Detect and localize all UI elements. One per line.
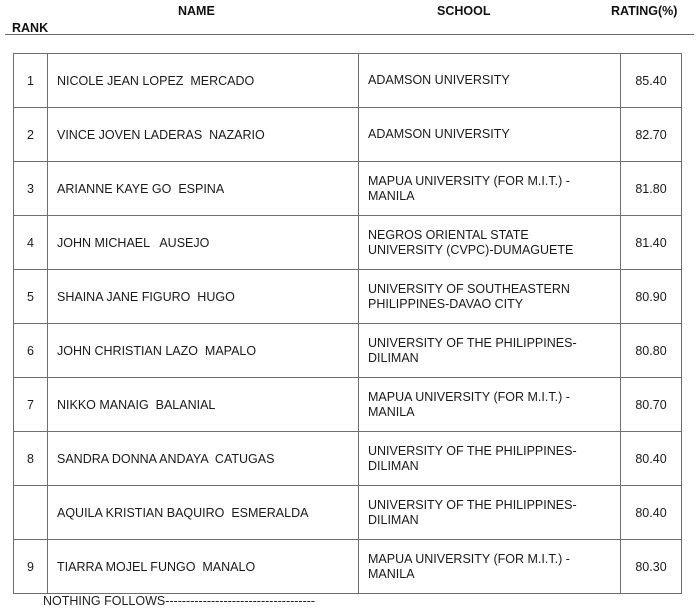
school-line: UNIVERSITY OF THE PHILIPPINES-	[368, 443, 577, 458]
name-cell: SANDRA DONNA ANDAYA CATUGAS	[48, 432, 359, 486]
school-line: MAPUA UNIVERSITY (FOR M.I.T.) -	[368, 389, 570, 404]
table-row	[14, 378, 682, 432]
table-row	[14, 432, 682, 486]
name-cell: VINCE JOVEN LADERAS NAZARIO	[48, 108, 359, 162]
school-cell	[359, 108, 621, 162]
name-cell: ARIANNE KAYE GO ESPINA	[48, 162, 359, 216]
table-row	[14, 108, 682, 162]
school-line: UNIVERSITY OF SOUTHEASTERN	[368, 281, 570, 296]
table-row	[14, 270, 682, 324]
results-table	[13, 53, 682, 594]
school-cell	[359, 324, 621, 378]
rating-cell: 85.40	[621, 54, 682, 108]
header-rule	[5, 34, 694, 35]
school-line: PHILIPPINES-DAVAO CITY	[368, 296, 524, 311]
school-line: DILIMAN	[368, 350, 419, 365]
rank-cell: 6	[14, 324, 48, 378]
column-header-rating: RATING(%)	[611, 4, 678, 18]
school-line: MANILA	[368, 566, 415, 581]
rating-cell: 80.80	[621, 324, 682, 378]
rating-cell: 80.90	[621, 270, 682, 324]
school-cell	[359, 378, 621, 432]
school-line: UNIVERSITY (CVPC)-DUMAGUETE	[368, 242, 574, 257]
rank-cell: 8	[14, 432, 48, 486]
rank-cell: 7	[14, 378, 48, 432]
rating-cell: 81.40	[621, 216, 682, 270]
school-line: ADAMSON UNIVERSITY	[368, 127, 510, 141]
table-row	[14, 162, 682, 216]
name-cell: NICOLE JEAN LOPEZ MERCADO	[48, 54, 359, 108]
name-cell: NIKKO MANAIG BALANIAL	[48, 378, 359, 432]
name-cell: TIARRA MOJEL FUNGO MANALO	[48, 540, 359, 594]
rank-cell: 2	[14, 108, 48, 162]
school-line: UNIVERSITY OF THE PHILIPPINES-	[368, 335, 577, 350]
column-header-name: NAME	[178, 4, 215, 18]
school-line: DILIMAN	[368, 512, 419, 527]
school-line: UNIVERSITY OF THE PHILIPPINES-	[368, 497, 577, 512]
table-row	[14, 54, 682, 108]
rank-cell	[14, 486, 48, 540]
table-row	[14, 486, 682, 540]
name-cell: JOHN CHRISTIAN LAZO MAPALO	[48, 324, 359, 378]
school-line: MAPUA UNIVERSITY (FOR M.I.T.) -	[368, 173, 570, 188]
rating-cell: 80.40	[621, 486, 682, 540]
school-cell	[359, 54, 621, 108]
column-header-rank: RANK	[12, 21, 49, 35]
rank-cell: 5	[14, 270, 48, 324]
school-cell	[359, 432, 621, 486]
rank-cell: 4	[14, 216, 48, 270]
table-row	[14, 216, 682, 270]
school-line: MANILA	[368, 404, 415, 419]
rating-cell: 80.70	[621, 378, 682, 432]
name-cell: AQUILA KRISTIAN BAQUIRO ESMERALDA	[48, 486, 359, 540]
school-line: NEGROS ORIENTAL STATE	[368, 227, 529, 242]
rating-cell: 80.40	[621, 432, 682, 486]
rating-cell: 80.30	[621, 540, 682, 594]
school-cell	[359, 540, 621, 594]
nothing-follows-note: NOTHING FOLLOWS------------------------------------	[43, 594, 316, 608]
rating-cell: 82.70	[621, 108, 682, 162]
school-line: MANILA	[368, 188, 415, 203]
rank-cell: 9	[14, 540, 48, 594]
table-row	[14, 540, 682, 594]
table-row	[14, 324, 682, 378]
name-cell: SHAINA JANE FIGURO HUGO	[48, 270, 359, 324]
school-cell	[359, 162, 621, 216]
school-line: MAPUA UNIVERSITY (FOR M.I.T.) -	[368, 551, 570, 566]
rank-cell: 1	[14, 54, 48, 108]
school-line: ADAMSON UNIVERSITY	[368, 73, 510, 87]
school-cell	[359, 216, 621, 270]
school-cell	[359, 486, 621, 540]
school-line: DILIMAN	[368, 458, 419, 473]
column-header-school: SCHOOL	[437, 4, 491, 18]
rating-cell: 81.80	[621, 162, 682, 216]
rank-cell: 3	[14, 162, 48, 216]
name-cell: JOHN MICHAEL AUSEJO	[48, 216, 359, 270]
school-cell	[359, 270, 621, 324]
